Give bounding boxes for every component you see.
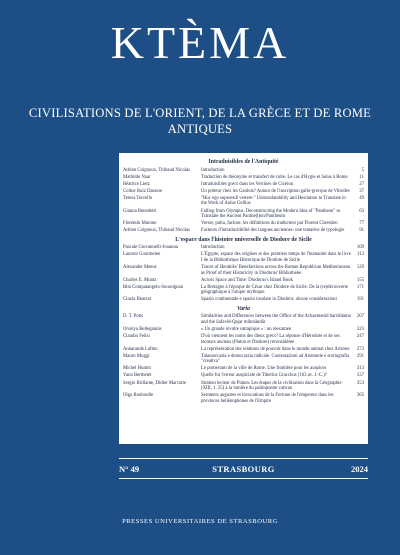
author-name: Alexander Meeus: [123, 265, 157, 271]
author-name: Sergio Brillante, Didier Marcotte: [123, 380, 186, 386]
author-name: Olga Bouboulle: [123, 393, 154, 399]
entry-authors: [123, 354, 201, 360]
toc-entry: [123, 366, 364, 372]
section-heading: L'espace dans l'histoire universelle de Diodore de Sicile: [175, 236, 312, 243]
entry-authors: [123, 245, 201, 251]
toc-entry: [123, 245, 364, 251]
toc-entry: [123, 175, 364, 181]
entry-title: Le pomerium de la ville de Rome. Une frontière pour les auspices: [201, 366, 327, 372]
entry-title: L'Égypte, espace des origines et des premiers temps de l'humanité dans le livre I de la Bibliothèque Historique de Diodore de Sicile: [201, 252, 351, 263]
entry-page-number: 27: [359, 181, 364, 187]
toc-entry: [123, 228, 364, 234]
entry-authors: [123, 221, 201, 227]
entry-page-number: 171: [356, 284, 364, 290]
entry-authors: [123, 278, 201, 284]
section-heading: Varia: [237, 305, 250, 312]
entry-title: Falling from Olympus. Deconstructing the Modern Idea of "Pantheon" to Translate the Ancient Panthe(i)on/Pantheum: [201, 208, 341, 220]
entry-authors: [123, 347, 201, 353]
toc-entry: [123, 252, 364, 263]
entry-page-number: 63: [359, 208, 364, 214]
entry-title: D'où viennent les noms des dieux grecs? La réponse d'Hérodote et de ses lecteurs anciens (Platon et Diodore) reconsidérée: [201, 334, 340, 345]
entry-authors: [123, 252, 201, 258]
entry-title: Traces of Heraklès' Benefactions across the Roman Republican Mediterranean as Proof of their Historicity in Diodorus' Bibliotheke: [201, 265, 351, 276]
entry-page-number: 247: [356, 334, 364, 340]
author-name: Charles E. Muntz: [123, 277, 157, 283]
entry-page-number: 11: [359, 174, 364, 180]
toc-entry: [123, 393, 364, 404]
entry-title: Un préteur chez les Gaulois? Autour de l'inscription gallo-grecque de Vitrolles: [201, 188, 351, 194]
table-of-contents: [119, 153, 368, 444]
divider-bottom: [119, 478, 368, 479]
entry-title: Intraduisibles grecs dans les Verrines de Cicéron: [201, 181, 294, 187]
issue-number: N° 49: [119, 464, 140, 474]
entry-authors: [123, 381, 201, 387]
divider-top: [119, 458, 368, 459]
entry-title: Serments augustes et invocations de la Fortune de l'empereur dans les provinces hellénophones de l'Empire: [201, 393, 334, 404]
entry-title: Similarities and Differences between the Office of the Achaemenid barrišdama and the Safavid-Qajar mihmāndār: [201, 314, 351, 325]
entry-page-number: 77: [359, 221, 364, 227]
toc-entry: [123, 189, 364, 195]
toc-entry: [123, 265, 364, 276]
author-name: Cinzia Bearzot: [123, 297, 152, 303]
entry-title: Introduction: [201, 167, 225, 173]
toc-entry: [123, 354, 364, 365]
author-name: Adrien Coignoux, Thibaud Nicolas: [123, 167, 190, 173]
author-name: Pascale Giovannelli-Jouanna: [123, 245, 179, 251]
author-name: Adrien Coignoux, Thibaud Nicolas: [123, 228, 190, 234]
toc-entry: [123, 314, 364, 325]
entry-page-number: 223: [356, 327, 364, 332]
author-name: Béatrice Lietz: [123, 181, 150, 187]
entry-page-number: 207: [356, 314, 364, 320]
entry-page-number: 49: [359, 195, 364, 201]
entry-title: Strabon lecteur de Platon. Les étapes de la civilisation dans la Géographie (XIII, 1, 25) à la lumière du palimpseste vatican: [201, 380, 342, 392]
toc-entry: [123, 381, 364, 392]
city-label: STRASBOURG: [212, 464, 275, 474]
entry-page-number: 365: [356, 393, 364, 399]
entry-page-number: 353: [356, 380, 364, 386]
entry-authors: [123, 175, 201, 181]
entry-authors: [123, 196, 201, 202]
entry-title: Across Space and Time: Diodorus's Island Book: [201, 277, 293, 283]
entry-title: Talassocrazia e democrazia radicale. Contestazioni ad Aristotele e storiografia "creativa": [201, 353, 350, 365]
author-name: Mathilde Naar: [123, 174, 151, 180]
entry-title: Verser, polta, faction: les définitions du traducteur par Florent Chrestien: [201, 221, 338, 227]
entry-page-number: 155: [356, 277, 364, 283]
author-name: Orsolya Bellegannis: [123, 327, 162, 332]
author-name: Michel Humm: [123, 366, 151, 372]
toc-entry: [123, 182, 364, 188]
entry-page-number: 313: [356, 366, 364, 372]
entry-title: Traduction de théonyme et transfert de culte. Le cas d'Hygie et Salus à Rome: [201, 174, 348, 180]
author-name: D. T. Potts: [123, 314, 144, 320]
publisher-name: PRESSES UNIVERSITAIRES DE STRASBOURG: [122, 518, 278, 525]
toc-entry: [123, 168, 364, 174]
entry-title: La Bretagne à l'époque de César chez Diodore de Sicile. De la (re)découverte géographique à l'utopie mythique: [201, 284, 349, 296]
author-name: Florentin Marone: [123, 221, 157, 227]
toc-entry: [123, 327, 364, 333]
author-name: Gianna Benedetti: [123, 208, 157, 214]
entry-page-number: 273: [356, 346, 364, 352]
toc-entry: [123, 221, 364, 227]
entry-authors: [123, 228, 201, 234]
entry-title: Facteurs d'intraductibilité des langues anciennes: une tentative de typologie: [201, 228, 345, 234]
entry-page-number: 109: [356, 245, 364, 251]
author-name: Laurent Gourmelen: [123, 252, 161, 258]
entry-page-number: 91: [359, 228, 364, 234]
journal-subtitle: CIVILISATIONS DE L'ORIENT, DE LA GRÈCE ET DE ROME ANTIQUES: [28, 106, 372, 136]
entry-page-number: 113: [357, 252, 364, 258]
toc-entry: [123, 334, 364, 345]
entry-authors: [123, 334, 201, 340]
entry-title: « Un grande révolte satrapique » : un réexamen: [201, 327, 292, 332]
section-heading: Intraduisibles de l'Antiquité: [208, 159, 279, 165]
toc-entry: [123, 278, 364, 284]
entry-title: Introduction: [201, 245, 225, 251]
toc-entry: [123, 196, 364, 207]
entry-authors: [123, 393, 201, 399]
entry-page-number: 37: [359, 188, 364, 194]
entry-page-number: 191: [356, 297, 364, 303]
entry-authors: [123, 327, 201, 333]
entry-page-number: 291: [356, 353, 364, 359]
toc-entry: [123, 209, 364, 220]
author-name: Rita Compatangelo-Soussignan: [123, 284, 184, 290]
entry-authors: [123, 209, 201, 215]
toc-entry: [123, 373, 364, 379]
entry-title: Spazio continentale e spazio insulare in Diodoro: alcune considerazioni: [201, 297, 337, 303]
toc-entry: [123, 347, 364, 353]
entry-title: La représentation des relations de pouvoir dans le monde animal chez Aristote: [201, 346, 350, 352]
entry-authors: [123, 182, 201, 188]
entry-authors: [123, 285, 201, 291]
toc-list: [119, 153, 368, 404]
entry-authors: [123, 189, 201, 195]
entry-authors: [123, 265, 201, 271]
author-name: Claudio Felisi: [123, 334, 150, 340]
year-label: 2024: [351, 464, 368, 474]
author-name: Teresa Torcello: [123, 195, 153, 201]
entry-authors: [123, 314, 201, 320]
toc-entry: [123, 285, 364, 296]
journal-title: KTÈMA: [110, 17, 290, 68]
author-name: Yann Berthelet: [123, 373, 152, 379]
entry-page-number: 337: [356, 373, 364, 379]
author-name: Annarande Lafton: [123, 346, 158, 352]
toc-entry: [123, 297, 364, 303]
entry-title: "Hoc ego superesdi vertere." Untranslatability and Hesitation to Translate in the Work of Aulus Gellius: [201, 195, 346, 207]
entry-title: Quelle fut l'erreur auspiciale de Tiberius Gracchus (163 av. J.-C.)?: [201, 373, 327, 379]
author-name: Coline Ruiz Darasse: [123, 188, 163, 194]
entry-authors: [123, 373, 201, 379]
entry-authors: [123, 168, 201, 174]
entry-authors: [123, 297, 201, 303]
entry-page-number: 5: [361, 167, 364, 173]
author-name: Mauro Moggi: [123, 353, 150, 359]
entry-authors: [123, 366, 201, 372]
entry-page-number: 129: [356, 265, 364, 271]
